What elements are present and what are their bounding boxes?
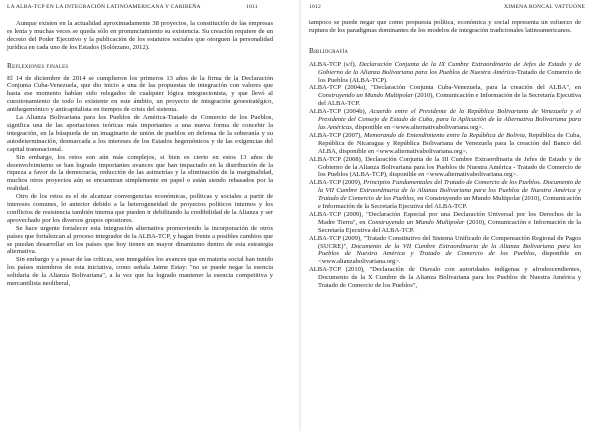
reference-entry: ALBA-TCP (2010), "Declaración de Otavalo con autoridades indígenas y afrodescendientes, Documento de la X Cumbre de la Alianza Bolivariana para los Pueblos de Nuestra América y Tratado de Comercio de los Pueblos", (309, 266, 581, 290)
text-column (309, 19, 581, 290)
page-number: 1012 (309, 4, 321, 10)
section-heading: Reflexiones finales (7, 60, 69, 70)
reference-entry: ALBA-TCP (2009), "Declaración Especial por una Declaración Universal por los Derechos de la Madre Tierra", en Construyendo un Mundo Multipolar (2010), Comunicación e Información de la Secretaría Ejecutiva del ALBA-TCP. (309, 210, 581, 234)
paragraph: El 14 de diciembre de 2014 se cumplieron los primeros 13 años de la firma de la Declaración Conjunta Cuba-Venezuela, que dio inicio a una de las propuestas de integración con valores que hasta ese momento habían sido relegados de cualquier lógica integracionista, y que llevó al cuestionamiento de todo lo existente en este ámbito, un proyecto de integración geoestratégico, antihegemónico y anticapitalista en tiempos de crisis del sistema. (7, 74, 273, 114)
paragraph: Sin embargo, los retos son aún más complejos, si bien es cierto en estos 13 años de desenvolvimiento se han logrado importantes avances que han impactado en la distribución de la riqueza a favor de la democracia, reducción de las asimetrías y la eliminación de la marginalidad, muchos otros proyectos aún se encuentran simplemente en papel o están siendo rebasados por la realidad. (7, 153, 273, 193)
paragraph: Aunque existen en la actualidad aproximadamente 38 proyectos, la constitución de las empresas es lenta y muchas veces se queda sólo en pronunciamiento su existencia. Su creación requiere de un decreto del Poder Ejecutivo y la publicación de los estatutos sociales que otorguen la personalidad jurídica en cada uno de los Estados (Solórzano, 2012). (7, 20, 273, 51)
reference-entry: ALBA-TCP (s/f), Declaración Conjunta de la IX Cumbre Extraordinaria de Jefes de Estado y de Gobierno de la Alianza Bolivariana para los Pueblos de Nuestra América-Tratado de Comercio de los Pueblos (ALBA-TCP). (309, 60, 581, 84)
paragraph: Otro de los retos es el de alcanzar convergencias económicas, políticas y sociales a partir de intereses comunes, lo anterior debido a la heterogeneidad de proyectos políticos internos y los conflictos de resistencia también interna que pueden ir debilitando la credibilidad de la Alianza y ser aprovechado por los diversos grupos opositores. (7, 193, 273, 224)
right-page (300, 0, 600, 431)
reference-list (309, 61, 581, 290)
paragraph: La Alianza Bolivariana para los Pueblos de América-Tratado de Comercio de los Pueblos, significa una de las aportaciones teóricas más importantes a una nueva forma de concebir la integración, en la búsqueda de un imaginario de unión de pueblos en defensa de la soberanía y su autodeterminación, desmarcada a los intereses de los Estados hegemónicos y de las exigencias del capital transnacional. (7, 114, 273, 153)
reference-entry: ALBA-TCP (2008), Declaración Conjunta de la III Cumbre Extraordinaria de Jefes de Estado y de Gobierno de la Alianza Bolivariana para los Pueblos de Nuestra América - Tratado de Comercio de los Pueblos (ALBA-TCP), disponible en <www.alternativabolivariana.org>. (309, 155, 581, 179)
text-column (7, 20, 273, 288)
paragraph: tampoco se puede negar que como propuesta política, económica y social representa un esfuerzo de ruptura de los paradigmas dominantes de los modelos de integración tradicionales latinoamericanos. (309, 19, 581, 34)
bibliography-heading: Bibliografía (309, 45, 349, 55)
paragraph: Sin embargo y a pesar de las críticas, son innegables los avances que en materia social han tenido los países miembros de esta iniciativa, como señala Jaime Estay: "no se puede negar la esencia solidaria de la Alianza Bolivariana", a la vez que ha logrado mantener la esencia competitiva y mercantilista neoliberal, (7, 256, 273, 288)
reference-entry: ALBA-TCP (2009), "Tratado Constitutivo del Sistema Unificado de Compensación Regional de Pagos (SUCRE)", Documento de la VII Cumbre Extraordinaria de la Alianza Bolivariana para los Pueblos de Nuestra América y Tratado de Comercio de los Pueblos, disponible en <www.alianzabolivariana.org>. (309, 234, 582, 266)
reference-entry: ALBA-TCP (2007), Memorando de Entendimiento entre la República de Bolivia, República de Cuba, República de Nicaragua y República Bolivariana de Venezuela para la creación del Banco del ALBA, disponible en <www.alternativabolivariana.org>. (309, 131, 581, 155)
page-number: 1011 (246, 4, 258, 10)
reference-entry: ALBA-TCP (2009), Principios Fundamentales del Tratado de Comercio de los Pueblos. Documento de la VII Cumbre Extraordinaria de la Alianza Bolivariana para los Pueblos de Nuestra América y Tratado de Comercio de los Pueblos, en Construyendo un Mundo Multipolar (2010), Comunicación e Información de la Secretaría Ejecutiva del ALBA-TCP. (309, 179, 582, 211)
running-title: LA ALBA-TCP EN LA INTEGRACIÓN LATINOAMERICANA Y CARIBEÑA (7, 4, 201, 10)
running-title: XIMENA RONCAL VATTUONE (504, 4, 586, 10)
reference-entry: ALBA-TCP (2004b), Acuerdo entre el Presidente de la República Bolivariana de Venezuela y el Presidente del Consejo de Estado de Cuba, para la Aplicación de la Alternativa Bolivariana para las Américas, disponible en <www.alternativabolivariana.org>. (309, 108, 581, 131)
reference-entry: ALBA-TCP (2004a), "Declaración Conjunta Cuba-Venezuela, para la creación del ALBA", en Construyendo un Mundo Multipolar (2010), Comunicación e Información de la Secretaría Ejecutiva del ALBA-TCP. (309, 84, 582, 108)
paragraph: Se hace urgente fortalecer esta integración alternativa promoviendo la incorporación de otros países que fortalezcan al proceso integrador de la ALBA-TCP, y hagan frente a posibles cambios que se puedan desarrollar en los países que hoy tienen un mayor dinamismo dentro de esta estrategia alternativa. (7, 224, 273, 256)
